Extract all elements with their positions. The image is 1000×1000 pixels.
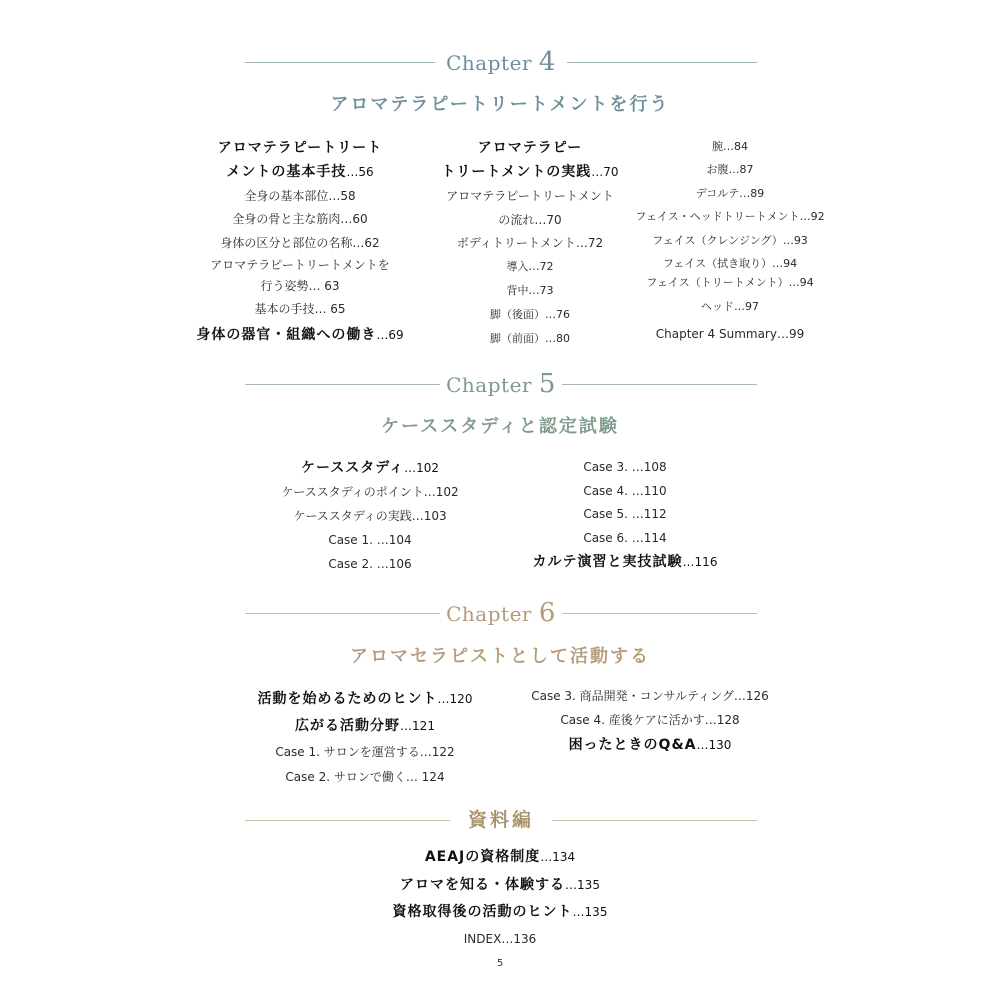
- toc-entry[interactable]: Case 5. …112: [583, 507, 667, 521]
- toc-entry[interactable]: Case 1. …104: [328, 533, 412, 547]
- toc-entry[interactable]: ヘッド…97: [701, 300, 759, 313]
- heading-rule-right: [552, 820, 757, 821]
- toc-entry[interactable]: Case 4. …110: [583, 484, 667, 498]
- chapter-number: 5: [538, 369, 556, 399]
- chapter-4-title: アロマテラピートリートメントを行う: [330, 94, 670, 115]
- chapter-word: Chapter: [446, 51, 532, 75]
- page-number: 5: [496, 958, 504, 969]
- chapter-5-column-2: [510, 455, 740, 575]
- toc-entry[interactable]: デコルテ…89: [695, 187, 765, 200]
- toc-entry[interactable]: Case 2. サロンで働く… 124: [285, 770, 445, 784]
- toc-entry[interactable]: トリートメントの実践…70: [441, 164, 619, 180]
- heading-rule-right: [567, 62, 757, 63]
- chapter-4-column-1: [170, 136, 430, 348]
- chapter-word: Chapter: [446, 602, 532, 626]
- toc-entry[interactable]: メントの基本手技…56: [226, 164, 374, 180]
- toc-entry[interactable]: フェイス（トリートメント）…94: [646, 276, 814, 289]
- toc-entry[interactable]: INDEX…136: [463, 932, 537, 946]
- toc-entry[interactable]: ケーススタディのポイント…102: [281, 485, 459, 499]
- toc-entry[interactable]: ケーススタディの実践…103: [293, 509, 447, 523]
- toc-entry[interactable]: 行う姿勢… 63: [260, 279, 340, 293]
- toc-entry[interactable]: の流れ…70: [498, 213, 562, 227]
- toc-entry[interactable]: Case 3. 商品開発・コンサルティング…126: [531, 689, 769, 703]
- toc-entry[interactable]: Case 1. サロンを運営する…122: [275, 745, 455, 759]
- appendix-heading: [245, 800, 757, 840]
- chapter-4-column-3: [620, 135, 840, 346]
- toc-entry[interactable]: アロマテラピートリートメント: [446, 189, 614, 203]
- toc-entry[interactable]: ケーススタディ…102: [300, 460, 440, 476]
- chapter-5-column-1: [250, 456, 490, 576]
- toc-entry[interactable]: 全身の骨と主な筋肉…60: [232, 212, 368, 226]
- toc-entry[interactable]: Case 6. …114: [583, 531, 667, 545]
- toc-entry[interactable]: アロマテラピー: [477, 140, 583, 156]
- chapter-word: Chapter: [446, 373, 532, 397]
- toc-entry[interactable]: お腹…87: [706, 163, 754, 176]
- toc-entry[interactable]: フェイス（拭き取り）…94: [662, 257, 798, 270]
- toc-entry[interactable]: 広がる活動分野…121: [295, 718, 435, 734]
- toc-entry[interactable]: 資格取得後の活動のヒント…135: [392, 904, 608, 920]
- chapter-4-column-2: [410, 136, 650, 351]
- toc-entry[interactable]: 脚（前面）…80: [490, 332, 570, 345]
- toc-entry[interactable]: 全身の基本部位…58: [244, 189, 356, 203]
- toc-entry[interactable]: 基本の手技… 65: [254, 302, 346, 316]
- appendix-list: [350, 843, 650, 953]
- toc-entry[interactable]: カルテ演習と実技試験…116: [532, 554, 718, 570]
- toc-entry[interactable]: Case 4. 産後ケアに活かす…128: [560, 713, 740, 727]
- chapter-5-heading: [245, 364, 757, 404]
- toc-entry[interactable]: 脚（後面）…76: [490, 308, 570, 321]
- chapter-4-heading: [245, 42, 757, 82]
- toc-entry[interactable]: アロマテラピートリート: [217, 140, 383, 156]
- toc-entry[interactable]: Case 2. …106: [328, 557, 412, 571]
- appendix-title: 資料編: [467, 809, 534, 831]
- toc-entry[interactable]: フェイス・ヘッドトリートメント…92: [635, 210, 825, 223]
- heading-rule-right: [562, 613, 757, 614]
- chapter-6-heading: [245, 593, 757, 633]
- toc-entry[interactable]: 活動を始めるためのヒント…120: [257, 691, 473, 707]
- toc-entry[interactable]: Chapter 4 Summary…99: [655, 327, 805, 341]
- toc-entry[interactable]: 身体の区分と部位の名称…62: [220, 236, 380, 250]
- chapter-6-column-1: [215, 686, 515, 790]
- toc-entry[interactable]: ボディトリートメント…72: [456, 236, 604, 250]
- toc-entry[interactable]: AEAJの資格制度…134: [424, 849, 576, 865]
- chapter-6-column-2: [500, 684, 800, 758]
- chapter-number: 4: [538, 47, 556, 77]
- chapter-number: 6: [538, 598, 556, 628]
- toc-entry[interactable]: 導入…72: [506, 260, 554, 273]
- toc-entry[interactable]: 背中…73: [506, 284, 554, 297]
- toc-entry[interactable]: 身体の器官・組織への働き…69: [196, 327, 404, 343]
- toc-entry[interactable]: Case 3. …108: [583, 460, 667, 474]
- toc-entry[interactable]: 困ったときのQ&A…130: [568, 737, 732, 753]
- toc-entry[interactable]: フェイス（クレンジング）…93: [652, 234, 808, 247]
- heading-rule-right: [562, 384, 757, 385]
- toc-entry[interactable]: アロマテラピートリートメントを: [210, 258, 390, 272]
- chapter-5-title: ケーススタディと認定試験: [381, 416, 619, 437]
- chapter-6-title: アロマセラピストとして活動する: [350, 646, 650, 667]
- toc-entry[interactable]: アロマを知る・体験する…135: [400, 877, 600, 893]
- toc-entry[interactable]: 腕…84: [712, 140, 748, 153]
